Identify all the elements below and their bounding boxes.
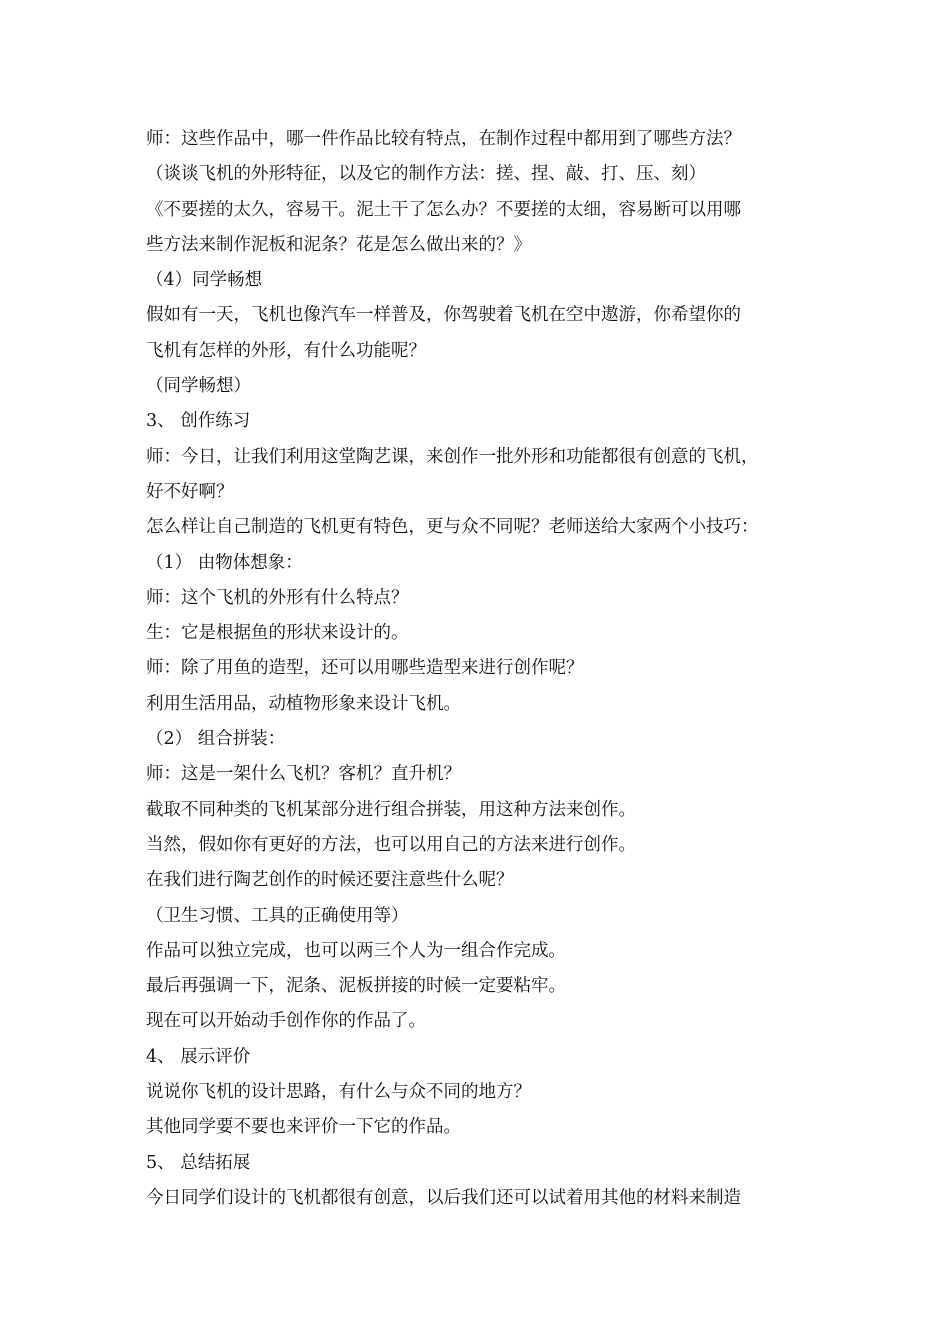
section-heading: 5、 总结拓展 [146, 1152, 251, 1173]
section-heading: （1） 由物体想象： [146, 552, 303, 573]
text-line: 师：今日，让我们利用这堂陶艺课，来创作一批外形和功能都很有创意的飞机， [146, 446, 759, 467]
section-heading: （4）同学畅想 [146, 270, 263, 291]
text-line: 些方法来制作泥板和泥条？花是怎么做出来的？》 [146, 234, 531, 255]
text-line: （谈谈飞机的外形特征，以及它的制作方法：搓、捏、敲、打、压、刻） [146, 164, 706, 185]
text-line: 其他同学要不要也来评价一下它的作品。 [146, 1117, 461, 1138]
text-line: 师：这个飞机的外形有什么特点？ [146, 587, 409, 608]
text-line: 好不好啊？ [146, 481, 234, 502]
text-line: 飞机有怎样的外形，有什么功能呢？ [146, 340, 426, 361]
text-line: 生：它是根据鱼的形状来设计的。 [146, 623, 409, 644]
text-line: 最后再强调一下，泥条、泥板拼接的时候一定要粘牢。 [146, 976, 566, 997]
text-line: 师：除了用鱼的造型，还可以用哪些造型来进行创作呢？ [146, 658, 584, 679]
text-line: 说说你飞机的设计思路，有什么与众不同的地方？ [146, 1082, 531, 1103]
section-heading: 3、 创作练习 [146, 411, 251, 432]
text-line: 现在可以开始动手创作你的作品了。 [146, 1011, 426, 1032]
text-line: 作品可以独立完成，也可以两三个人为一组合作完成。 [146, 940, 566, 961]
text-line: 怎么样让自己制造的飞机更有特色，更与众不同呢？老师送给大家两个小技巧： [146, 517, 759, 538]
text-line: （同学畅想） [146, 376, 251, 397]
text-line: 今日同学们设计的飞机都很有创意，以后我们还可以试着用其他的材料来制造 [146, 1187, 741, 1208]
text-line: 假如有一天，飞机也像汽车一样普及，你驾驶着飞机在空中遨游，你希望你的 [146, 305, 741, 326]
section-heading: （2） 组合拼装： [146, 729, 286, 750]
text-line: 《不要搓的太久，容易干。泥土干了怎么办？不要搓的太细，容易断可以用哪 [146, 199, 741, 220]
text-line: 师：这是一架什么飞机？客机？直升机？ [146, 764, 461, 785]
text-line: 师：这些作品中，哪一件作品比较有特点，在制作过程中都用到了哪些方法？ [146, 129, 741, 149]
text-line: 当然，假如你有更好的方法，也可以用自己的方法来进行创作。 [146, 834, 636, 855]
text-line: 截取不同种类的飞机某部分进行组合拼装，用这种方法来创作。 [146, 799, 636, 820]
section-heading: 4、 展示评价 [146, 1046, 251, 1067]
document-body [146, 122, 826, 1216]
text-line: 在我们进行陶艺创作的时候还要注意些什么呢？ [146, 870, 514, 891]
text-line: 利用生活用品，动植物形象来设计飞机。 [146, 693, 461, 714]
text-line: （卫生习惯、工具的正确使用等） [146, 905, 409, 926]
